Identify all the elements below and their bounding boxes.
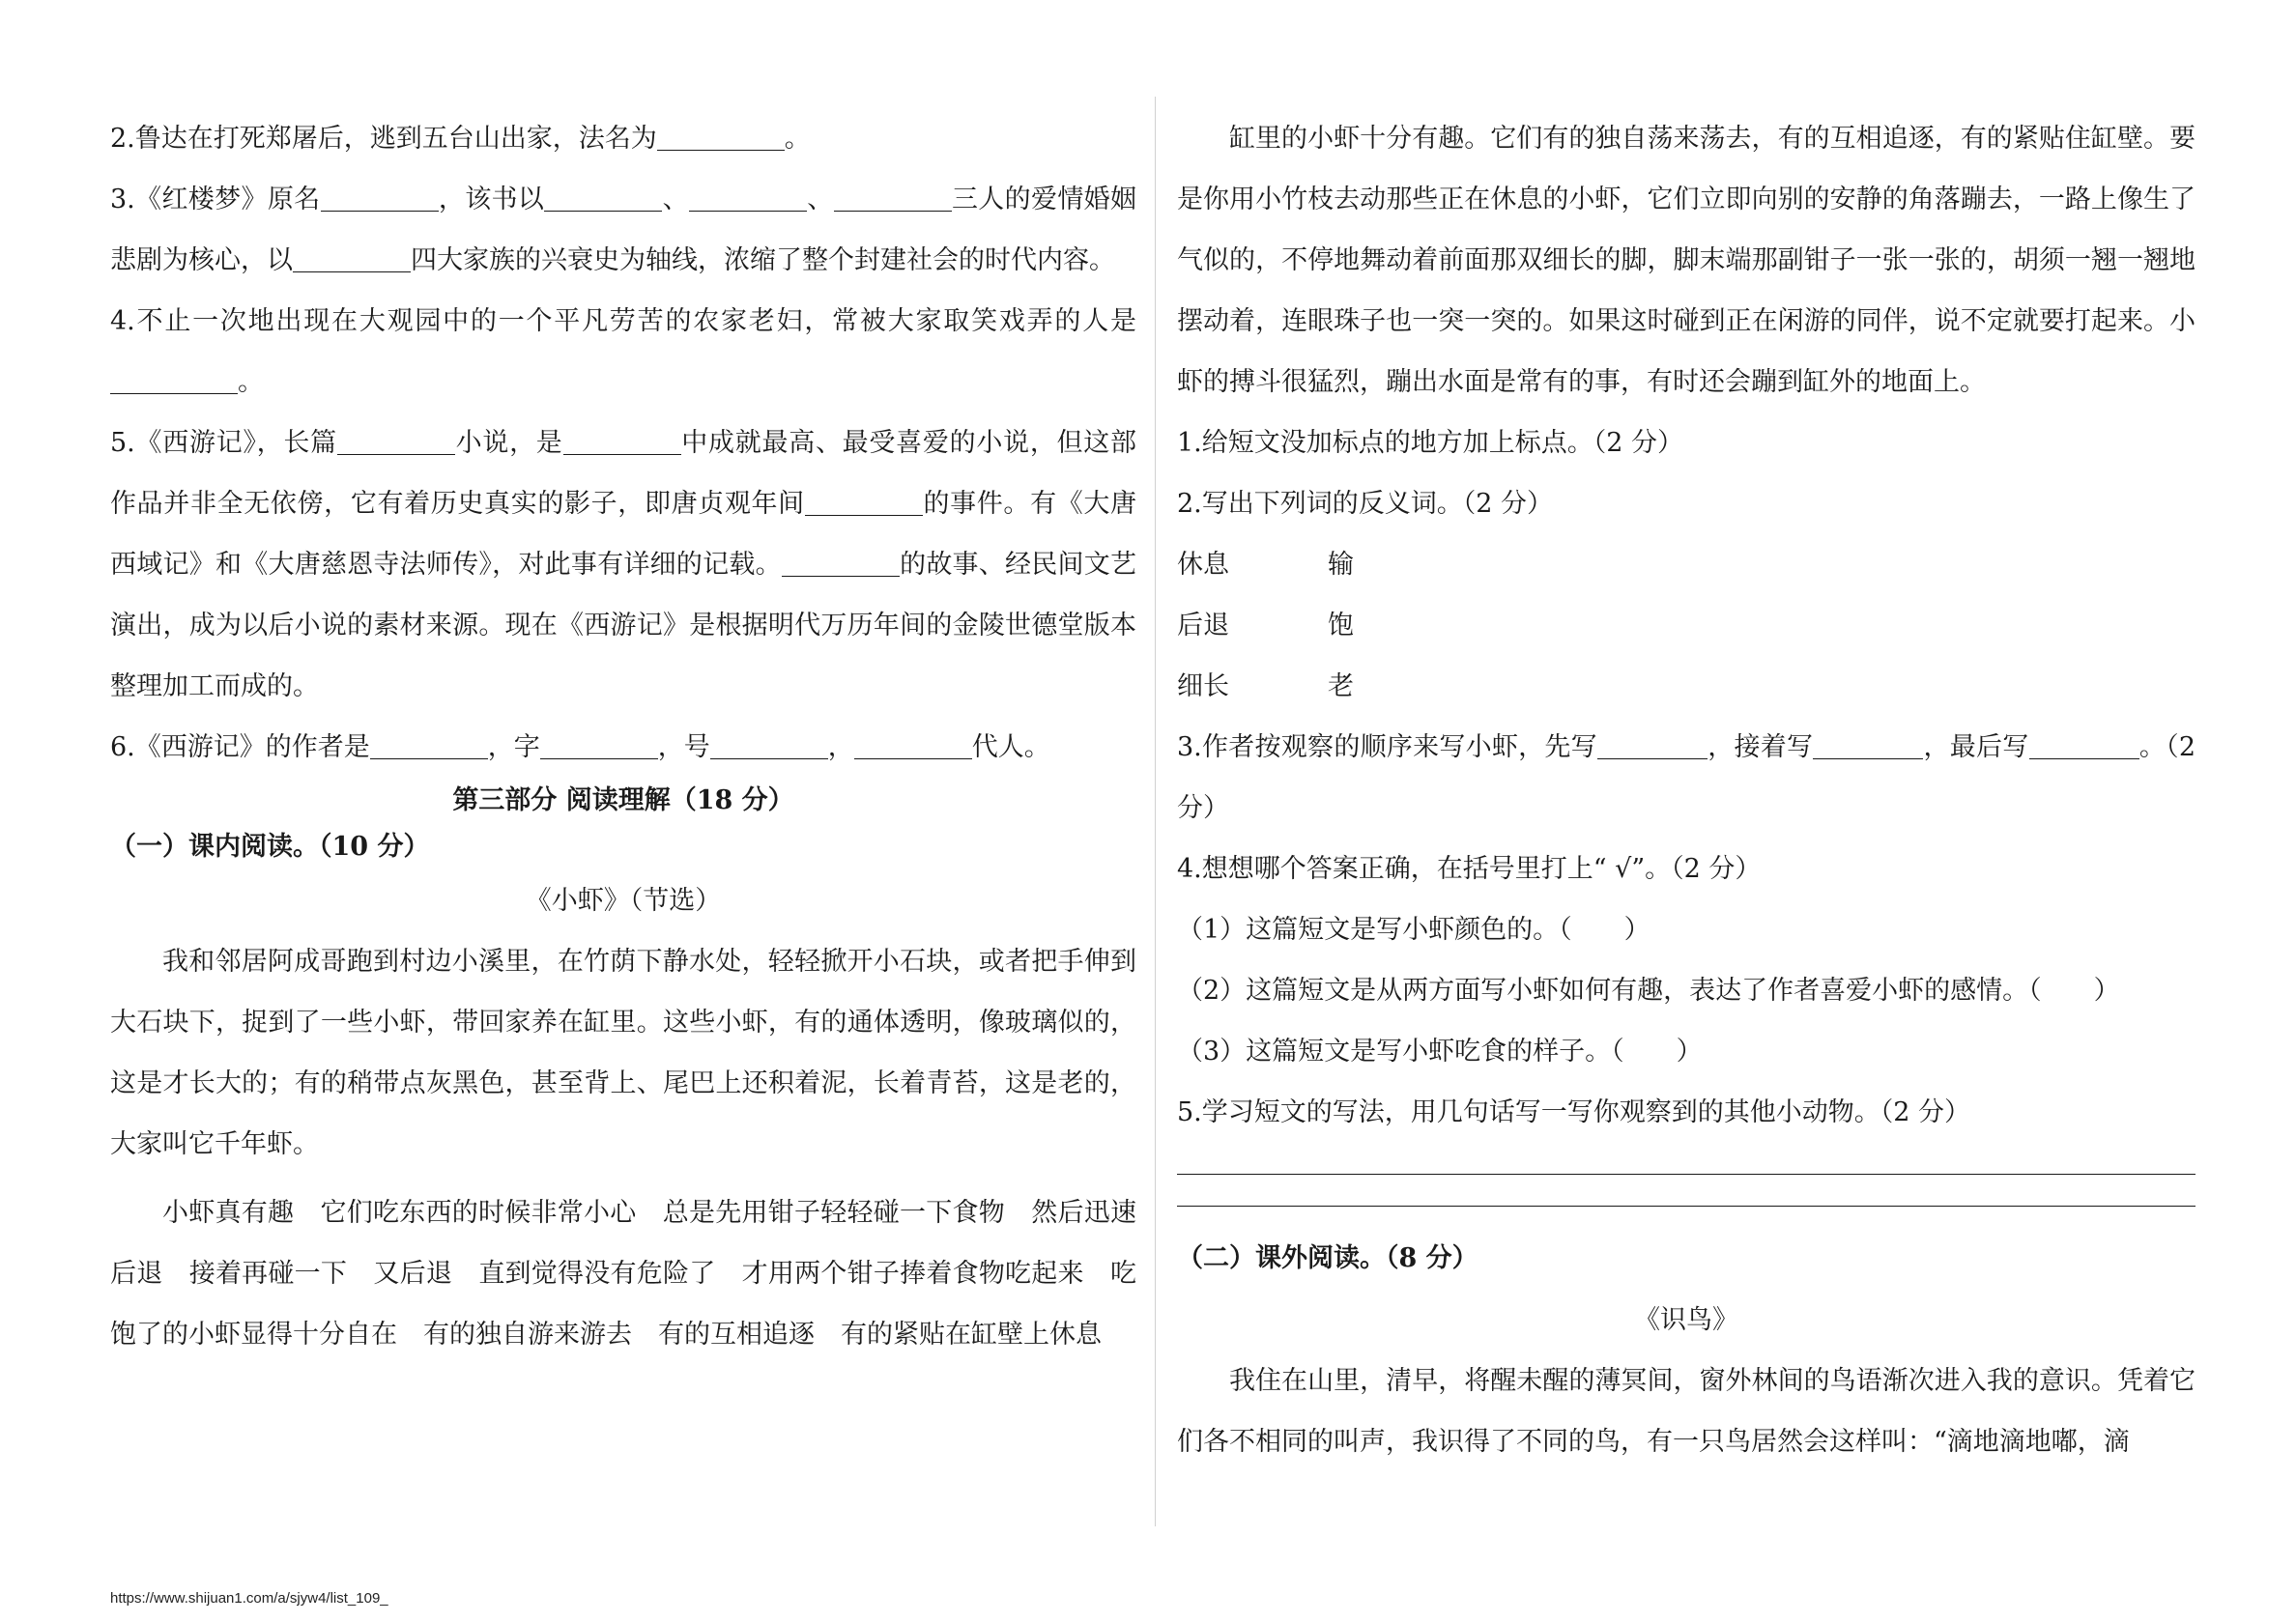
antonym-row: 后退 饱 — [1177, 611, 1354, 640]
writing-line[interactable] — [1177, 1174, 2196, 1175]
reading-question-2: 2.写出下列词的反义词。（2 分） — [1177, 489, 1554, 519]
question-4-option-3[interactable]: （3）这篇短文是写小虾吃食的样子。（ ） — [1177, 1037, 1703, 1067]
answer-blank[interactable] — [782, 549, 900, 577]
question-2: 2.鲁达在打死郑屠后，逃到五台山出家，法名为 。 — [110, 124, 811, 154]
passage-1-paragraph-1: 我和邻居阿成哥跑到村边小溪里，在竹荫下静水处，轻轻掀开小石块，或者把手伸到大石块下，捉到了一些小虾，带回家养在缸里。这些小虾，有的通体透明，像玻璃似的，这是才长大的；有的稍带点灰黑色，甚至背上、尾巴上还积着泥，长着青苔，这是老的，大家叫它千年虾。 — [110, 947, 1136, 1159]
right-column — [1177, 108, 2196, 1472]
answer-blank[interactable] — [689, 184, 807, 212]
footer-url: https://www.shijuan1.com/a/sjyw4/list_109_ — [110, 1590, 388, 1607]
part-3-title: 第三部分 阅读理解（18 分） — [452, 785, 794, 815]
reading-question-3: 3.作者按观察的顺序来写小虾，先写 ，接着写 ，最后写 。（2 分） — [1177, 732, 2196, 823]
antonym-row: 细长 老 — [1177, 671, 1354, 701]
answer-blank[interactable] — [540, 731, 658, 759]
answer-blank[interactable] — [2029, 731, 2139, 759]
answer-blank[interactable] — [1597, 731, 1708, 759]
passage-2-paragraph-1: 我住在山里，清早，将醒未醒的薄冥间，窗外林间的鸟语渐次进入我的意识。凭着它们各不相同的叫声，我识得了不同的鸟，有一只鸟居然会这样叫：“滴地滴地嘟，滴 — [1177, 1366, 2196, 1457]
answer-blank[interactable] — [321, 184, 439, 212]
question-3: 3.《红楼梦》原名 ，该书以 、 、 三人的爱情婚姻悲剧为核心，以 四大家族的兴衰史为轴线，浓缩了整个封建社会的时代内容。 — [110, 185, 1137, 275]
answer-blank[interactable] — [854, 731, 972, 759]
passage-1-paragraph-2: 小虾真有趣 它们吃东西的时候非常小心 总是先用钳子轻轻碰一下食物 然后迅速后退 接着再碰一下 又后退 直到觉得没有危险了 才用两个钳子捧着食物吃起来 吃饱了的小虾显得十分自在 有的独自游来游去 有的互相追逐 有的紧贴在缸壁上休息 — [110, 1198, 1136, 1350]
passage-1-title: 《小虾》（节选） — [525, 886, 722, 916]
answer-blank[interactable] — [1813, 731, 1923, 759]
answer-blank[interactable] — [337, 427, 455, 455]
left-column — [110, 108, 1136, 1365]
answer-blank[interactable] — [544, 184, 662, 212]
antonym-row: 休息 输 — [1177, 550, 1354, 580]
reading-question-1: 1.给短文没加标点的地方加上标点。（2 分） — [1177, 428, 1684, 458]
writing-line[interactable] — [1177, 1206, 2196, 1207]
answer-blank[interactable] — [293, 244, 411, 272]
column-divider — [1155, 97, 1156, 1526]
section-1-title: （一）课内阅读。（10 分） — [110, 832, 430, 862]
answer-blank[interactable] — [657, 123, 785, 151]
section-2-title: （二）课外阅读。（8 分） — [1177, 1243, 1478, 1273]
answer-blank[interactable] — [834, 184, 952, 212]
question-4-option-1[interactable]: （1）这篇短文是写小虾颜色的。（ ） — [1177, 915, 1650, 945]
reading-question-4: 4.想想哪个答案正确，在括号里打上“ √”。（2 分） — [1177, 854, 1762, 884]
answer-blank[interactable] — [805, 488, 923, 516]
reading-question-5: 5.学习短文的写法，用几句话写一写你观察到的其他小动物。（2 分） — [1177, 1097, 1971, 1127]
answer-blank[interactable] — [710, 731, 828, 759]
question-6: 6.《西游记》的作者是 ，字 ，号 ， 代人。 — [110, 732, 1050, 762]
question-4-option-2[interactable]: （2）这篇短文是从两方面写小虾如何有趣，表达了作者喜爱小虾的感情。（ ） — [1177, 976, 2120, 1006]
passage-1-paragraph-3: 缸里的小虾十分有趣。它们有的独自荡来荡去，有的互相追逐，有的紧贴住缸壁。要是你用小竹枝去动那些正在休息的小虾，它们立即向别的安静的角落蹦去，一路上像生了气似的，不停地舞动着前面那双细长的脚，脚末端那副钳子一张一张的，胡须一翘一翘地摆动着，连眼珠子也一突一突的。如果这时碰到正在闲游的同伴，说不定就要打起来。小虾的搏斗很猛烈，蹦出水面是常有的事，有时还会蹦到缸外的地面上。 — [1177, 124, 2196, 397]
answer-blank[interactable] — [110, 366, 238, 394]
question-5: 5.《西游记》，长篇 小说，是 中成就最高、最受喜爱的小说，但这部作品并非全无依傍，它有着历史真实的影子，即唐贞观年间 的事件。有《大唐西域记》和《大唐慈恩寺法师传》，对此事有详细的记载。 的故事、经民间文艺演出，成为以后小说的素材来源。现在《西游记》是根据明代万历年间的金陵世德堂版本整理加工而成的。 — [110, 428, 1137, 701]
passage-2-title: 《识鸟》 — [1634, 1305, 1738, 1335]
question-4: 4.不止一次地出现在大观园中的一个平凡劳苦的农家老妇，常被大家取笑戏弄的人是。 — [110, 306, 1136, 397]
answer-blank[interactable] — [370, 731, 488, 759]
answer-blank[interactable] — [563, 427, 681, 455]
